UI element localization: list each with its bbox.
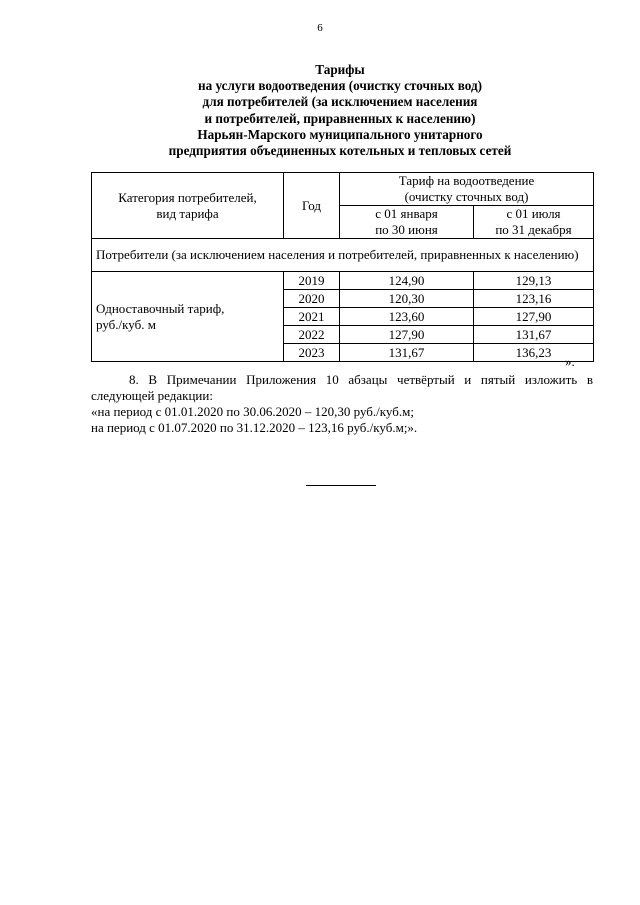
title-line-3: для потребителей (за исключением населения xyxy=(202,94,478,110)
cell-tariff-h1: 131,67 xyxy=(340,344,474,362)
end-divider xyxy=(306,485,376,486)
group-label: Потребители (за исключением населения и потребителей, приравненных к населению) xyxy=(92,239,594,272)
header-category-line-1: Категория потребителей, xyxy=(118,189,257,205)
cell-tariff-h2: 127,90 xyxy=(474,308,594,326)
closing-quote: ». xyxy=(565,354,575,369)
cell-tariff-h1: 123,60 xyxy=(340,308,474,326)
tariff-table xyxy=(91,172,594,362)
cell-year: 2022 xyxy=(284,326,340,344)
cell-tariff-h2: 129,13 xyxy=(474,272,594,290)
tariff-type xyxy=(92,272,284,362)
header-tariff xyxy=(340,173,594,206)
cell-tariff-h1: 124,90 xyxy=(340,272,474,290)
header-period-2-line-1: с 01 июля xyxy=(506,206,561,221)
table-row xyxy=(92,272,594,290)
amendment-paragraph xyxy=(91,372,593,436)
header-tariff-line-2: (очистку сточных вод) xyxy=(404,189,529,204)
title-line-4: и потребителей, приравненных к населению) xyxy=(204,110,476,126)
title-line-5: Нарьян-Марского муниципального унитарного xyxy=(197,126,483,142)
amendment-line-3: на период с 01.07.2020 по 31.12.2020 – 123,16 руб./куб.м;». xyxy=(91,420,418,435)
header-period-1-line-2: по 30 июня xyxy=(375,222,438,237)
tariff-type-line-2: руб./куб. м xyxy=(96,316,156,332)
title-line-6: предприятия объединенных котельных и тепловых сетей xyxy=(168,143,512,159)
cell-tariff-h2: 136,23 xyxy=(474,344,594,362)
cell-tariff-h2: 131,67 xyxy=(474,326,594,344)
cell-tariff-h1: 120,30 xyxy=(340,290,474,308)
cell-year: 2019 xyxy=(284,272,340,290)
cell-year: 2020 xyxy=(284,290,340,308)
title-line-2: на услуги водоотведения (очистку сточных вод) xyxy=(197,78,483,94)
amendment-line-2: «на период с 01.01.2020 по 30.06.2020 – 120,30 руб./куб.м; xyxy=(91,404,414,419)
tariff-type-line-1: Одноставочный тариф, xyxy=(96,300,225,316)
header-period-2 xyxy=(474,206,594,239)
page-number: 6 xyxy=(317,22,323,34)
header-category xyxy=(92,173,284,239)
title-line-1: Тарифы xyxy=(315,62,365,77)
document-title xyxy=(80,62,600,159)
header-tariff-line-1: Тариф на водоотведение xyxy=(398,173,535,188)
cell-tariff-h2: 123,16 xyxy=(474,290,594,308)
header-period-1-line-1: с 01 января xyxy=(375,206,438,221)
header-year: Год xyxy=(284,173,340,239)
amendment-line-1: 8. В Примечании Приложения 10 абзацы четвёртый и пятый изложить в следующей редакции: xyxy=(91,372,593,403)
header-period-2-line-2: по 31 декабря xyxy=(495,222,572,237)
header-period-1 xyxy=(340,206,474,239)
cell-year: 2021 xyxy=(284,308,340,326)
cell-tariff-h1: 127,90 xyxy=(340,326,474,344)
cell-year: 2023 xyxy=(284,344,340,362)
header-category-line-2: вид тарифа xyxy=(156,205,219,221)
